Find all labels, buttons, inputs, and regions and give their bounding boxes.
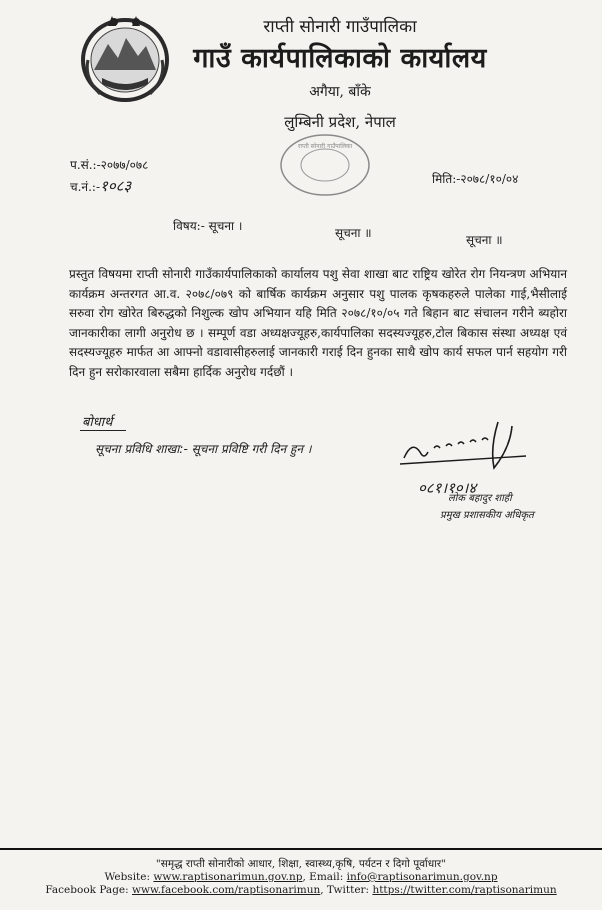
twitter-label: , Twitter: [320, 884, 373, 896]
handwritten-note: सूचना प्रविधि शाखा:- सूचना प्रविष्टि गरी दिन हुन । [95, 442, 312, 456]
office-location: अगैया, बाँके [309, 84, 371, 100]
facebook-label: Facebook Page: [45, 884, 132, 896]
bodhartha-label: बोधार्थ [82, 415, 113, 430]
signature [398, 418, 533, 478]
footer-slogan: "समृद्ध राप्ती सोनारीको आधार, शिक्षा, स्वास्थ्य,कृषि, पर्यटन र दिगो पूर्वाधार" [155, 858, 447, 870]
twitter-link[interactable]: https://twitter.com/raptisonarimun [372, 884, 557, 896]
facebook-link[interactable]: www.facebook.com/raptisonarimun [132, 884, 321, 896]
footer-contact [0, 871, 602, 883]
reference-number: प.सं.:-२०७७/०७८ [70, 158, 149, 172]
subject-line: विषय:- सूचना । [173, 219, 243, 233]
municipality-name: राप्ती सोनारी गाउँपालिका [263, 17, 417, 37]
notice-heading: सूचना ॥ [335, 226, 372, 240]
footer-divider [0, 848, 602, 850]
website-label: Website: [104, 871, 154, 883]
bodhartha-underline [80, 430, 126, 431]
signatory-title: प्रमुख प्रशासकीय अधिकृत [440, 510, 534, 521]
nepal-emblem-logo [80, 8, 170, 106]
website-link[interactable]: www.raptisonarimun.gov.np [153, 871, 303, 883]
email-label: , Email: [302, 871, 347, 883]
signatory-name: लोक बहादुर शाही [448, 493, 512, 504]
letter-date: मिति:-२०७८/१०/०४ [432, 172, 519, 186]
notice-heading-2: सूचना ॥ [466, 233, 503, 247]
office-stamp [275, 130, 375, 200]
stamp-text: राप्ती सोनारी गाउँपालिका [297, 143, 353, 150]
email-link[interactable]: info@raptisonarimun.gov.np [346, 871, 498, 883]
dispatch-value: १०८३ [100, 177, 132, 195]
province-country: लुम्बिनी प्रदेश, नेपाल [284, 113, 396, 131]
footer-social [0, 884, 602, 896]
dispatch-label: च.नं.:- [70, 180, 101, 194]
letter-body: प्रस्तुत विषयमा राप्ती सोनारी गाउँकार्यपालिकाको कार्यालय पशु सेवा शाखा बाट राष्ट्रिय खोरेत रोग नियन्त्रण अभियान कार्यक्रम अन्तरगत आ.व. २०७८/०७९ को बार्षिक कार्यक्रम अनुसार पशु पालक कृषकहरुले पालेका गाई,भैसीलाई सरुवा रोग खोरेत बिरुद्धको निशुल्क खोप अभियान यहि मिति २०७८/१०/०५ गते बिहान बाट संचालन गरीने ब्यहोरा जानकारीका लागी अनुरोध छ । सम्पूर्ण वडा अध्यक्षज्यूहरु,कार्यपालिका सदस्यज्यूहरु,टोल बिकास संस्था अध्यक्ष एवं सदस्यज्यूहरु मार्फत आ आफ्नो वडावासीहरुलाई जानकारी गराई दिन हुनका साथै खोप कार्य सफल पार्न सहयोग गरी दिन हुन सरोकारवाला सबैमा हार्दिक अनुरोध गर्दछौं । [69, 267, 567, 379]
dispatch-number [70, 176, 131, 196]
office-title: गाउँ कार्यपालिकाको कार्यालय [193, 43, 487, 74]
signature-date: ०८१।१०।४ [418, 479, 477, 497]
